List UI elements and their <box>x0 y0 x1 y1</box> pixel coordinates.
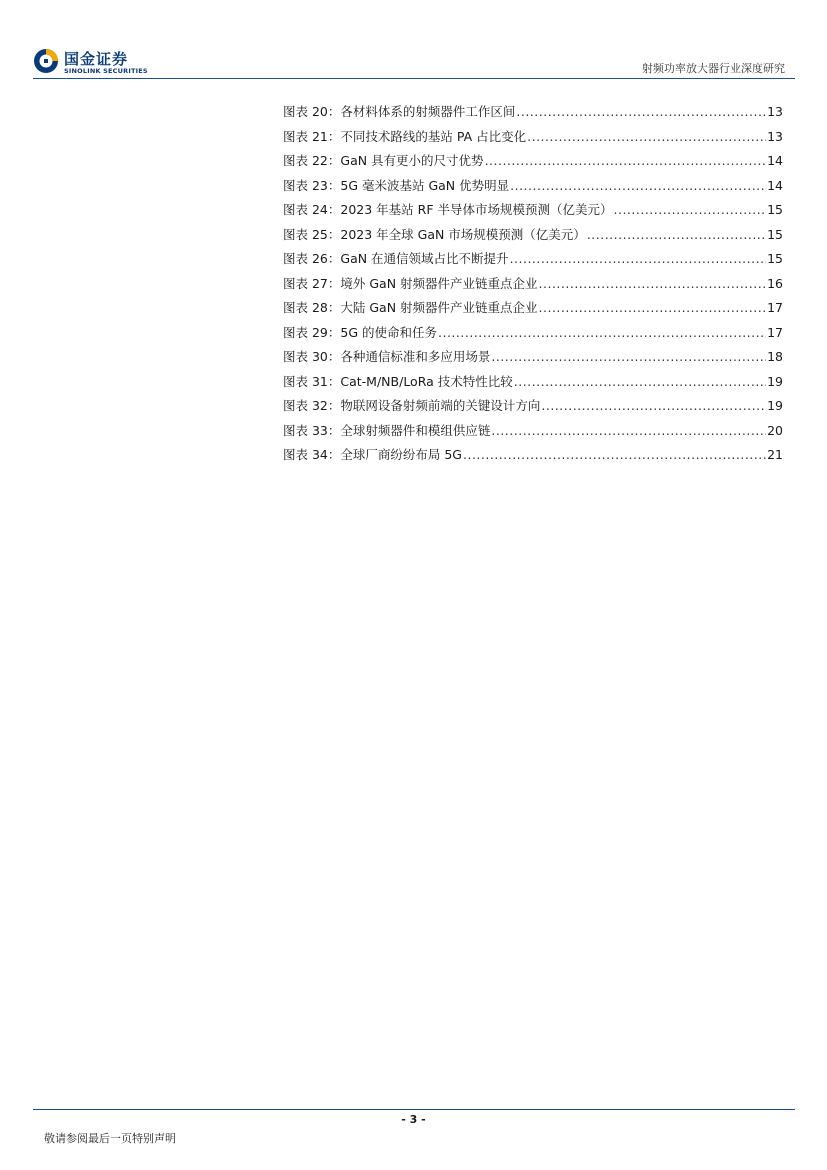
toc-entry[interactable] <box>283 274 783 299</box>
toc-entry-label: 图表 30：各种通信标准和多应用场景 <box>283 349 491 364</box>
toc-leader-dots <box>539 300 767 315</box>
toc-entry-page: 15 <box>767 202 783 217</box>
toc-entry-page: 17 <box>767 300 783 315</box>
toc-entry[interactable] <box>283 151 783 176</box>
toc-leader-dots <box>510 178 766 193</box>
toc-entry-page: 15 <box>767 226 783 242</box>
toc-leader-dots <box>514 374 766 389</box>
toc-leader-dots <box>510 251 767 266</box>
report-title: 射频功率放大器行业深度研究 <box>642 62 785 75</box>
toc-leader-dots <box>541 398 766 413</box>
toc-entry-page: 20 <box>767 422 783 438</box>
toc-entry[interactable] <box>283 176 783 201</box>
sinolink-logo-icon <box>33 48 59 74</box>
toc-leader-dots <box>491 349 766 364</box>
toc-entry-label: 图表 33：全球射频器件和模组供应链 <box>283 422 491 438</box>
toc-entry-page: 14 <box>767 177 783 193</box>
logo-chinese-name: 国金证券 <box>64 50 129 68</box>
toc-entry-page: 19 <box>767 398 783 413</box>
toc-leader-dots <box>463 447 766 462</box>
toc-entry[interactable] <box>283 225 783 250</box>
toc-entry-page: 15 <box>767 251 783 266</box>
disclaimer-note: 敬请参阅最后一页特别声明 <box>44 1132 176 1145</box>
toc-entry-label: 图表 34：全球厂商纷纷布局 5G <box>283 447 462 462</box>
toc-entry-label: 图表 27：境外 GaN 射频器件产业链重点企业 <box>283 275 538 291</box>
header-divider <box>33 78 795 79</box>
toc-entry-page: 16 <box>767 275 783 291</box>
company-logo <box>33 46 153 78</box>
toc-entry-label: 图表 23：5G 毫米波基站 GaN 优势明显 <box>283 177 510 193</box>
toc-entry-label: 图表 20：各材料体系的射频器件工作区间 <box>283 104 516 119</box>
toc-entry[interactable] <box>283 372 783 397</box>
toc-leader-dots <box>587 227 766 242</box>
toc-entry[interactable] <box>283 249 783 274</box>
page-number: - 3 - <box>401 1113 426 1126</box>
toc-leader-dots <box>491 423 766 438</box>
toc-entry[interactable] <box>283 421 783 446</box>
toc-entry-page: 19 <box>767 373 783 389</box>
toc-entry-label: 图表 26：GaN 在通信领域占比不断提升 <box>283 251 509 266</box>
logo-english-name: SINOLINK SECURITIES <box>64 67 148 75</box>
toc-entry-label: 图表 31：Cat-M/NB/LoRa 技术特性比较 <box>283 373 513 389</box>
toc-leader-dots <box>539 276 767 291</box>
toc-entry[interactable] <box>283 347 783 372</box>
toc-entry[interactable] <box>283 102 783 127</box>
footer-divider <box>33 1109 795 1110</box>
toc-entry[interactable] <box>283 127 783 152</box>
toc-entry[interactable] <box>283 396 783 421</box>
toc-entry-label: 图表 25：2023 年全球 GaN 市场规模预测（亿美元） <box>283 226 586 242</box>
toc-entry-page: 14 <box>767 153 783 168</box>
toc-leader-dots <box>485 153 767 168</box>
toc-leader-dots <box>527 129 766 144</box>
toc-entry-label: 图表 28：大陆 GaN 射频器件产业链重点企业 <box>283 300 538 315</box>
figure-index <box>283 102 783 470</box>
toc-entry-page: 13 <box>767 128 783 144</box>
toc-entry-page: 18 <box>767 349 783 364</box>
toc-entry-page: 21 <box>767 447 783 462</box>
toc-entry-page: 17 <box>767 324 783 340</box>
toc-entry[interactable] <box>283 298 783 323</box>
toc-leader-dots <box>614 202 767 217</box>
toc-entry[interactable] <box>283 323 783 348</box>
toc-leader-dots <box>516 104 766 119</box>
toc-entry[interactable] <box>283 445 783 470</box>
toc-entry-label: 图表 32：物联网设备射频前端的关键设计方向 <box>283 398 541 413</box>
toc-leader-dots <box>438 325 766 340</box>
toc-entry-label: 图表 29：5G 的使命和任务 <box>283 324 437 340</box>
toc-entry-label: 图表 22：GaN 具有更小的尺寸优势 <box>283 153 484 168</box>
toc-entry-label: 图表 21：不同技术路线的基站 PA 占比变化 <box>283 128 527 144</box>
toc-entry-page: 13 <box>767 104 783 119</box>
toc-entry[interactable] <box>283 200 783 225</box>
toc-entry-label: 图表 24：2023 年基站 RF 半导体市场规模预测（亿美元） <box>283 202 613 217</box>
